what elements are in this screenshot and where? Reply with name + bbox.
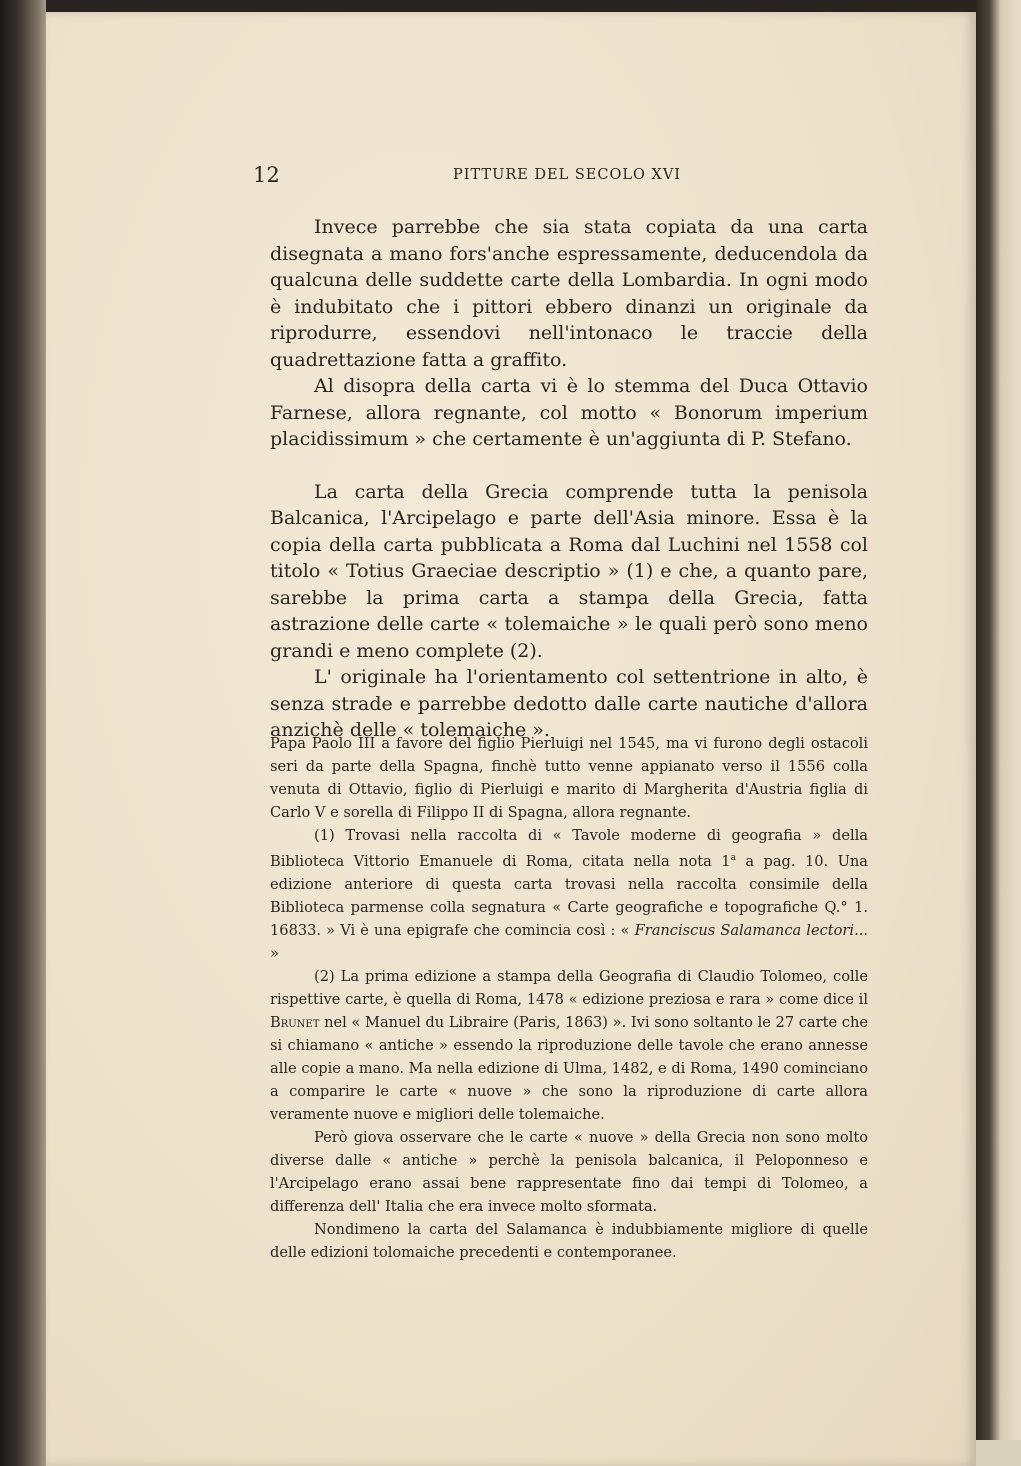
footnote-2	[270, 965, 868, 1126]
footnotes	[270, 732, 868, 1264]
paragraph-2: Al disopra della carta vi è lo stemma del Duca Ottavio Farnese, allora regnante, col motto « Bonorum imperium placidissimum » che certamente è un'aggiunta di P. Stefano.	[270, 375, 868, 450]
scan-binding-shadow	[0, 0, 46, 1466]
scan-right-edge-bottom	[976, 1440, 1021, 1466]
footnote-1-superscript: a	[730, 853, 736, 863]
footnote-1-text-c: »	[270, 944, 279, 962]
page-header	[253, 163, 873, 193]
footnote-1	[270, 824, 868, 965]
footnote-continuation: Papa Paolo III a favore del figlio Pierluigi nel 1545, ma vi furono degli ostacoli seri da parte della Spagna, finchè tutto venne appianato verso il 1556 colla venuta di Ottavio, figlio di Pierluigi e marito di Margherita d'Austria figlia di Carlo V e sorella di Filippo II di Spagna, allora regnante.	[270, 735, 868, 821]
footnote-2-author: Brunet	[270, 1013, 320, 1031]
footnote-2-text-a: (2) La prima edizione a stampa della Geografia di Claudio Tolomeo, colle rispettive carte, è quella di Roma, 1478 « edizione preziosa e rara » come dice il	[270, 967, 868, 1008]
footnote-2-text-b: nel « Manuel du Libraire (Paris, 1863) ». Ivi sono soltanto le 27 carte che si chiamano « antiche » essendo la riproduzione delle tavole che erano annesse alle copie a mano. Ma nella edizione di Ulma, 1482, e di Roma, 1490 cominciano a comparire le carte « nuove » che sono la riproduzione di carte allora veramente nuove e migliori delle tolemaiche.	[270, 1013, 868, 1123]
footnote-2-paragraph-3: Nondimeno la carta del Salamanca è indubbiamente migliore di quelle delle edizioni tolomaiche precedenti e contemporanee.	[270, 1220, 868, 1261]
footnote-1-text-b: a pag. 10. Una edizione anteriore di questa carta trovasi nella raccolta consimile della Biblioteca parmense colla segnatura « Carte geografiche e topografiche Q.° 1. 16833. » Vi è una epigrafe che comincia così : «	[270, 852, 868, 939]
running-title: PITTURE DEL SECOLO XVI	[453, 167, 682, 183]
footnote-1-italic: Franciscus Salamanca lectori...	[634, 921, 868, 939]
footnote-1-text-a: (1) Trovasi nella raccolta di « Tavole moderne di geografia » della Biblioteca Vittorio Emanuele di Roma, citata nella nota 1	[270, 827, 868, 870]
paragraph-1: Invece parrebbe che sia stata copiata da una carta disegnata a mano fors'anche espressamente, deducendola da qualcuna delle suddette carte della Lombardia. In ogni modo è indubitato che i pittori ebbero dinanzi un originale da riprodurre, essendovi nell'intonaco le traccie della quadrettazione fatta a graffito.	[270, 216, 868, 371]
footnote-2-paragraph-2: Però giova osservare che le carte « nuove » della Grecia non sono molto diverse dalle « antiche » perchè la penisola balcanica, il Peloponneso e l'Arcipelago erano assai bene rappresentate fino dai tempi di Tolomeo, a differenza dell' Italia che era invece molto sformata.	[270, 1128, 868, 1215]
paragraph-4: L' originale ha l'orientamento col settentrione in alto, è senza strade e parrebbe dedotto dalle carte nautiche d'allora anzichè delle « tolemaiche ».	[270, 666, 868, 741]
paragraph-3: La carta della Grecia comprende tutta la penisola Balcanica, l'Arcipelago e parte dell'Asia minore. Essa è la copia della carta pubblicata a Roma dal Luchini nel 1558 col titolo « Totius Graeciae descriptio » (1) e che, a quanto pare, sarebbe la prima carta a stampa della Grecia, fatta astrazione delle carte « tolemaiche » le quali però sono meno grandi e meno complete (2).	[270, 480, 868, 662]
scan-right-edge	[976, 0, 1021, 1466]
page-number: 12	[253, 163, 280, 187]
main-text	[270, 214, 868, 744]
